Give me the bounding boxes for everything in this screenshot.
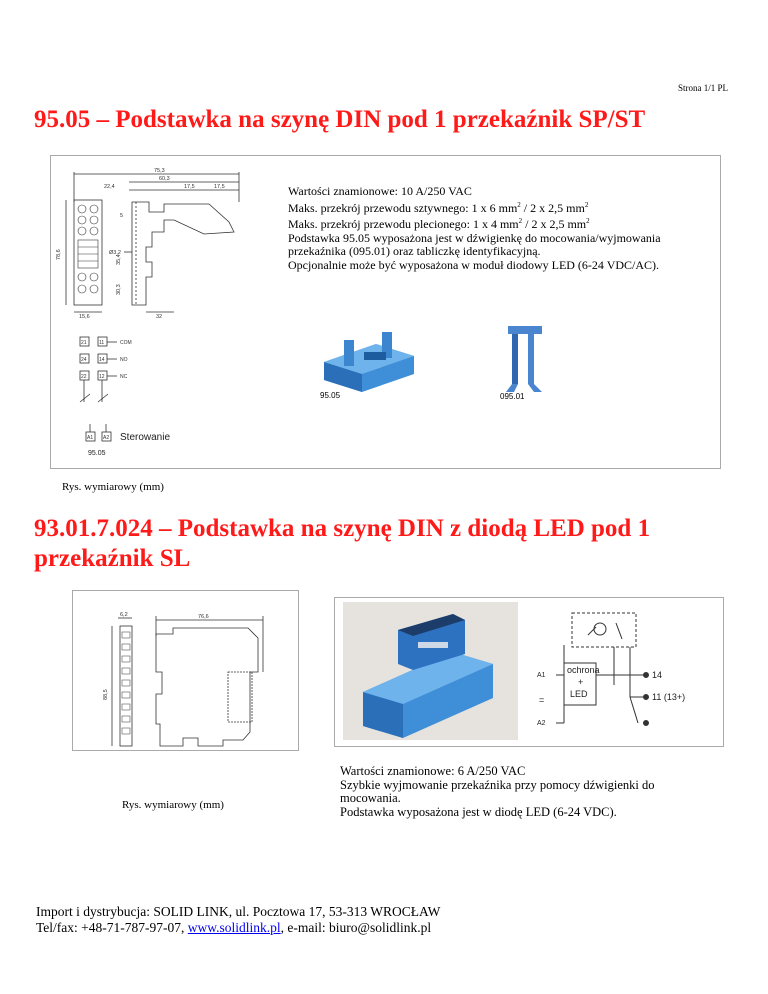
spec-solid-wire: Maks. przekrój przewodu sztywnego: 1 x 6 $mm^2 / 2$ x 2,5 $mm^2$ bbox=[288, 200, 589, 215]
svg-text:75,3: 75,3 bbox=[154, 168, 165, 174]
svg-text:88,5: 88,5 bbox=[103, 689, 109, 700]
footer-address: Import i dystrybucja: SOLID LINK, ul. Pocztowa 17, 53-313 WROCŁAW bbox=[36, 904, 441, 919]
photo-095-01 bbox=[494, 320, 556, 406]
svg-text:95.05: 95.05 bbox=[88, 450, 106, 457]
spec-description: przekaźnika (095.01) oraz tabliczkę identyfikacyjną. bbox=[288, 244, 541, 258]
svg-text:+: + bbox=[578, 677, 584, 687]
svg-text:ochrona: ochrona bbox=[567, 665, 600, 675]
svg-text:5: 5 bbox=[120, 213, 124, 219]
svg-text:=: = bbox=[539, 695, 545, 705]
svg-text:35,4: 35,4 bbox=[116, 254, 122, 265]
footer-contact: Tel/fax: +48-71-787-97-07, www.solidlink.pl, e-mail: biuro@solidlink.pl bbox=[36, 920, 432, 935]
svg-text:Ø3,2: Ø3,2 bbox=[109, 250, 121, 256]
svg-text:A2: A2 bbox=[537, 720, 546, 727]
svg-text:11 (13+): 11 (13+) bbox=[652, 692, 686, 702]
svg-text:LED: LED bbox=[570, 689, 588, 699]
svg-text:24: 24 bbox=[81, 357, 87, 363]
svg-text:14: 14 bbox=[652, 670, 663, 680]
svg-text:60,3: 60,3 bbox=[159, 176, 170, 182]
spec-quick-remove-cont: mocowania. bbox=[340, 791, 401, 805]
svg-text:21: 21 bbox=[81, 340, 87, 346]
svg-text:22,4: 22,4 bbox=[104, 184, 115, 190]
specs-93-01-7-024 bbox=[340, 765, 730, 819]
section-title-93-01-7-024: 93.01.7.024 – Podstawka na szynę DIN z diodą LED pod 1 przekaźnik SL bbox=[34, 515, 651, 572]
photo-95-05 bbox=[316, 322, 420, 404]
svg-text:15,6: 15,6 bbox=[79, 314, 90, 320]
svg-text:NC: NC bbox=[120, 374, 128, 380]
caption-dimension-drawing-2: Rys. wymiarowy (mm) bbox=[122, 799, 224, 811]
svg-text:NO: NO bbox=[120, 357, 128, 363]
svg-text:30,3: 30,3 bbox=[116, 284, 122, 295]
website-link[interactable]: www.solidlink.pl bbox=[187, 920, 281, 935]
svg-text:COM: COM bbox=[120, 340, 132, 346]
svg-text:17,5: 17,5 bbox=[184, 184, 195, 190]
svg-text:A1: A1 bbox=[87, 435, 94, 441]
svg-text:A1: A1 bbox=[537, 672, 546, 679]
svg-text:6,2: 6,2 bbox=[120, 612, 128, 618]
spec-rated: Wartości znamionowe: 10 A/250 VAC bbox=[288, 184, 472, 198]
spec-description: Podstawka 95.05 wyposażona jest w dźwigienkę do mocowania/wyjmowania bbox=[288, 230, 661, 245]
svg-text:32: 32 bbox=[156, 314, 163, 320]
dimension-drawing-93-01 bbox=[98, 612, 278, 748]
svg-text:12: 12 bbox=[99, 374, 105, 380]
svg-text:A2: A2 bbox=[103, 435, 110, 441]
spec-optional: Opcjonalnie może być wyposażona w moduł diodowy LED (6-24 VDC/AC). bbox=[288, 257, 660, 272]
dimension-drawing-95-05 bbox=[54, 162, 254, 462]
section-title-95-05: 95.05 – Podstawka na szynę DIN pod 1 przekaźnik SP/ST bbox=[34, 106, 646, 133]
svg-text:22: 22 bbox=[81, 374, 87, 380]
specs-95-05 bbox=[288, 185, 718, 272]
footer bbox=[36, 904, 440, 936]
photo-label-95-05: 95.05 bbox=[320, 391, 341, 400]
svg-text:14: 14 bbox=[99, 357, 105, 363]
svg-text:11: 11 bbox=[99, 340, 105, 346]
wiring-schematic-93-01 bbox=[534, 605, 714, 739]
photo-93-01-7-024 bbox=[343, 602, 518, 740]
svg-text:17,5: 17,5 bbox=[214, 184, 225, 190]
svg-text:Sterowanie: Sterowanie bbox=[120, 432, 171, 443]
spec-rated-2: Wartości znamionowe: 6 A/250 VAC bbox=[340, 764, 526, 778]
photo-label-095-01: 095.01 bbox=[500, 392, 525, 401]
page-number: Strona 1/1 PL bbox=[677, 83, 728, 93]
spec-quick-remove: Szybkie wyjmowanie przekaźnika przy pomocy dźwigienki do bbox=[340, 777, 655, 792]
svg-text:78,6: 78,6 bbox=[56, 249, 62, 260]
caption-dimension-drawing: Rys. wymiarowy (mm) bbox=[62, 481, 164, 493]
spec-stranded-wire: Maks. przekrój przewodu plecionego: 1 x 4 $mm^2 / 2$ x 2,5 $mm^2$ bbox=[288, 217, 590, 231]
svg-text:76,6: 76,6 bbox=[198, 614, 209, 620]
spec-led: Podstawka wyposażona jest w diodę LED (6-24 VDC). bbox=[340, 804, 617, 819]
